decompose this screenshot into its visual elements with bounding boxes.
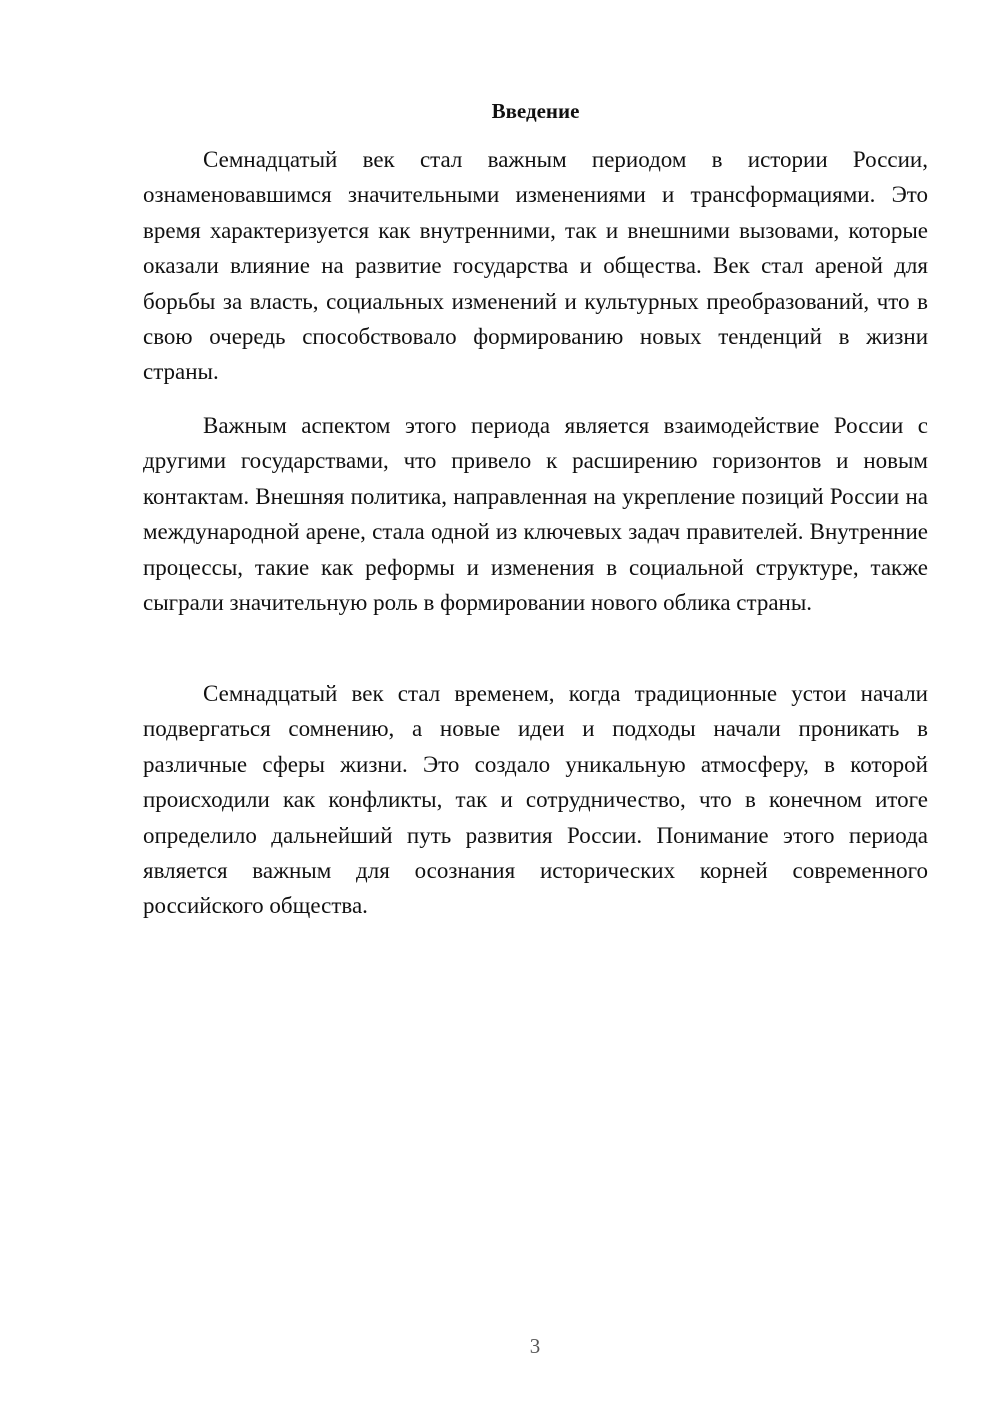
paragraph-1: Семнадцатый век стал важным периодом в истории России, ознаменовавшимся значительными изменениями и трансформациями. Это время характеризуется как внутренними, так и внешними вызовами, которые оказали влияние на развитие государства и общества. Век стал ареной для борьбы за власть, социальных изменений и культурных преобразований, что в свою очередь способствовало формированию новых тенденций в жизни страны. [143,147,928,385]
paragraph-3: Семнадцатый век стал временем, когда традиционные устои начали подвергаться сомнению, а новые идеи и подходы начали проникать в различные сферы жизни. Это создало уникальную атмосферу, в которой происходили как конфликты, так и сотрудничество, что в конечном итоге определило дальнейший путь развития России. Понимание этого периода является важным для осознания исторических корней современного российского общества. [143,681,928,919]
page-number: 3 [529,1334,541,1358]
paragraph-2: Важным аспектом этого периода является взаимодействие России с другими государствами, что привело к расширению горизонтов и новым контактам. Внешняя политика, направленная на укрепление позиций России на международной арене, стала одной из ключевых задач правителей. Внутренние процессы, такие как реформы и изменения в социальной структуре, также сыграли значительную роль в формировании нового облика страны. [143,413,928,616]
page-title: Введение [491,99,580,123]
